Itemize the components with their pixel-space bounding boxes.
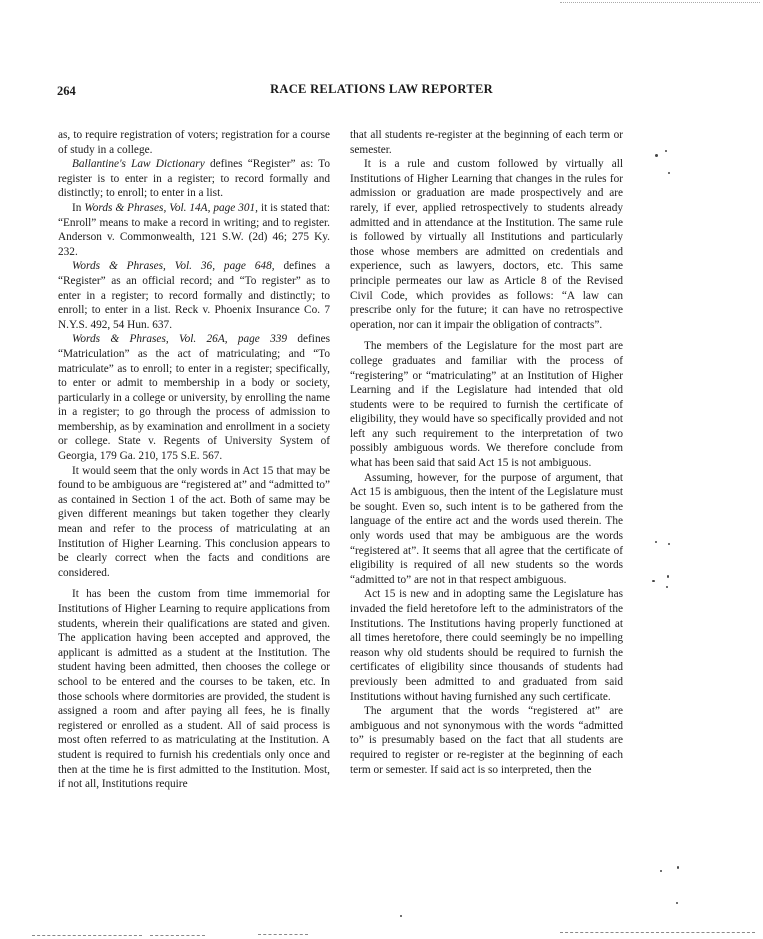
scan-speck xyxy=(652,580,655,582)
left-column xyxy=(58,128,330,792)
paragraph: Assuming, however, for the purpose of argument, that Act 15 is ambiguous, then the intent of the Legislature must be sought. Even so, such intent is to be gathered from the language of the entire act and the words used therein. The only words used that may be ambiguous are the words “registered at”. It seems that all agree that the certificate of eligibility is required of all new students so the words “admitted to” are not in that respect ambiguous. xyxy=(350,471,623,586)
running-head: RACE RELATIONS LAW REPORTER xyxy=(270,82,493,96)
paragraph: It is a rule and custom followed by virtually all Institutions of Higher Learning that changes in the rules for admission or graduation are made prospectively and are rarely, if ever, applied retrospectively to students already admitted and in attendance at the Institution. The same rule is followed by virtually all Institutions and particularly those whose members are admitted on credentials and experience, such as lawyers, doctors, etc. This same principle permeates our law as Article 8 of the Revised Civil Code, which provides as follows: “A law can prescribe only for the future; it can have no retrospective operation, nor can it impair the obligation of contracts”. xyxy=(350,158,623,331)
paragraph: that all students re-register at the beginning of each term or semester. xyxy=(350,129,623,156)
scan-edge-artifact xyxy=(32,935,142,936)
scan-speck xyxy=(668,172,670,174)
citation-italic: Words & Phrases, Vol. 36, page 648, xyxy=(72,260,275,273)
scan-edge-artifact xyxy=(560,932,755,933)
citation-italic: Words & Phrases, Vol. 26A, page 339 xyxy=(72,333,288,346)
paragraph: Act 15 is new and in adopting same the Legislature has invaded the field heretofore left to the administrators of the Institutions. The Institutions having properly functioned at all times heretofore, there could seemingly be no impelling reason why old students should be required to furnish the certificates of eligibility since thousands of students had previously been admitted to and graduated from said Institutions without having furnished any such certificate. xyxy=(350,588,623,703)
scan-speck xyxy=(668,543,670,545)
citation-italic: Ballantine's Law Dictionary xyxy=(72,158,205,171)
paragraph: The members of the Legislature for the most part are college graduates and familiar with the process of “registering” or “matriculating” at an Institution of Higher Learning and if the Legislature had intended that old students were to be required to furnish the certificate of eligibility, they would have so specifically provided and not left any such requirement to the interpretation of two possibly ambiguous words. We therefore conclude from what has been said that said Act 15 is not ambiguous. xyxy=(350,340,623,470)
paragraph: In Words & Phrases, Vol. 14A, page 301, it is stated that: “Enroll” means to make a record in writing; and to register. Anderson v. Commonwealth, 121 S.W. (2d) 46; 275 Ky. 232. xyxy=(58,201,330,258)
paragraph: Words & Phrases, Vol. 36, page 648, defines a “Register” as an official record; and “To register” as to enter in a register; to record formally and distinctly; to enroll; to enter in a list. Reck v. Phoenix Insurance Co. 7 N.Y.S. 492, 54 Hun. 637. xyxy=(58,260,330,331)
scan-speck xyxy=(655,541,657,543)
paragraph: It has been the custom from time immemorial for Institutions of Higher Learning to require applications from students, wherein their qualifications are stated and given. The application having been accepted and approved, the applicant is admitted as a student at the Institution. The student having been admitted, then chooses the college or school to be entered and the courses to be taken, etc. In those schools where dormitories are provided, the student is assigned a room and after paying all fees, he is finally registered or enrolled as a student. All of said process is most often referred to as matriculating at the Institution. A student is required to furnish his credentials only once and then at the time he is first admitted to the Institution. Most, if not all, Institutions require xyxy=(58,588,330,791)
paragraph: It would seem that the only words in Act 15 that may be found to be ambiguous are “registered at” and “admitted to” as contained in Section 1 of the act. Both of same may be given different meanings but taken together they clearly mean and refer to the process of matriculating at an Institution of Higher Learning. This conclusion appears to be clearly correct when the facts and conditions are considered. xyxy=(58,464,330,579)
scan-edge-artifact xyxy=(258,934,308,935)
paragraph: Words & Phrases, Vol. 26A, page 339 defines “Matriculation” as the act of matriculating; and “To matriculate” as to enroll; to enter in a register; specifically, to enter or admit to membership in a body or society, particularly in a college or university, by enrolling the name in a register; to go through the process of admission to membership, as by examination and enrollment in a society or college. State v. Regents of University System of Georgia, 179 Ga. 210, 175 S.E. 567. xyxy=(58,333,331,463)
paragraph: Ballantine's Law Dictionary defines “Register” as: To register is to enter in a register; to record formally and distinctly; to enroll; to enter in a list. xyxy=(58,158,331,200)
scan-speck xyxy=(660,870,662,872)
scan-speck xyxy=(677,866,679,869)
scan-speck xyxy=(655,154,658,157)
scan-speck xyxy=(400,915,402,917)
citation-italic: Words & Phrases, Vol. 14A, page 301, xyxy=(84,201,259,214)
scan-speck xyxy=(666,586,668,588)
right-column xyxy=(350,128,623,777)
paragraph: The argument that the words “registered at” are ambiguous and not synonymous with the words “admitted to” is presumably based on the fact that all students are required to register or re-register at the beginning of each term or semester. If said act is so interpreted, then the xyxy=(350,705,623,776)
scan-speck xyxy=(665,150,667,152)
scan-edge-artifact xyxy=(150,935,205,936)
scan-edge-artifact xyxy=(560,2,760,3)
paragraph: as, to require registration of voters; registration for a course of study in a college. xyxy=(58,129,330,156)
page-number: 264 xyxy=(57,84,76,98)
scan-speck xyxy=(667,575,669,578)
scan-speck xyxy=(676,902,678,904)
